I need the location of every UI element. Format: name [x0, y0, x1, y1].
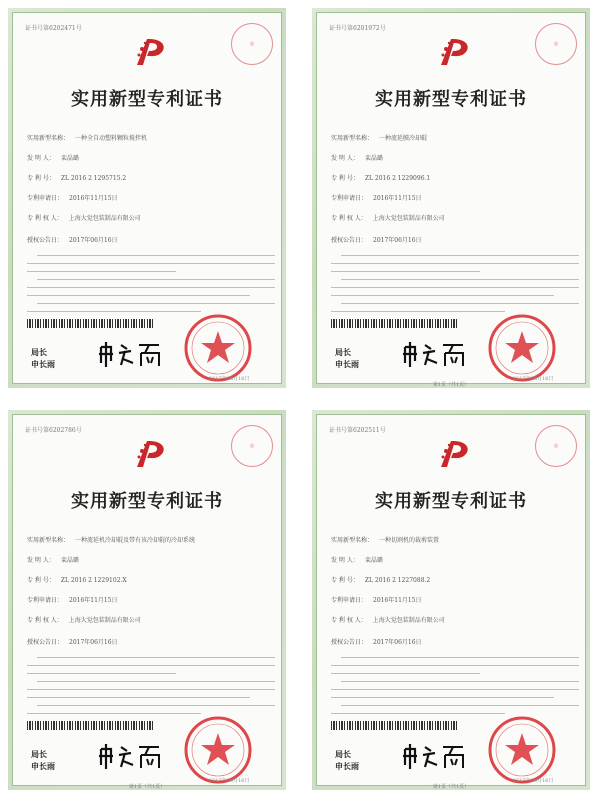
- field-inventor: 发 明 人： 栾晶璐: [27, 155, 79, 162]
- field-patent-number: 专 利 号： ZL 2016 2 1295715.2: [27, 175, 127, 182]
- director-title: 局长: [335, 348, 351, 357]
- body-paragraph: [331, 251, 579, 315]
- field-inventor: 发 明 人： 栾晶璐: [331, 557, 383, 564]
- cnipa-logo-icon: [437, 35, 473, 69]
- signature: [95, 339, 165, 369]
- certificate-number: 证书号第6202786号: [25, 427, 82, 434]
- barcode: [27, 721, 155, 730]
- field-utility-name: 实用新型名称： 一种全自动塑料颗粒搅拌机: [27, 135, 148, 142]
- certificate-title: 实用新型专利证书: [71, 89, 223, 110]
- corner-stamp-icon: ◎: [231, 23, 273, 65]
- field-application-date: 专利申请日： 2016年11月15日: [331, 195, 422, 202]
- official-seal-icon: [487, 313, 557, 383]
- patent-certificate-4: [312, 410, 590, 790]
- director-title: 局长: [31, 750, 47, 759]
- page-number: 第1页（共1页）: [128, 784, 166, 790]
- field-grant-date: 授权公告日： 2017年06月16日: [331, 639, 422, 646]
- official-seal-icon: [487, 715, 557, 785]
- patent-certificate-3: [8, 410, 286, 790]
- corner-stamp-icon: ◎: [535, 425, 577, 467]
- field-patent-number: 专 利 号： ZL 2016 2 1227088.2: [331, 577, 431, 584]
- field-patentee: 专 利 权 人： 上海大觉包装制品有限公司: [27, 215, 141, 222]
- certificate-page: [316, 12, 586, 388]
- certificate-page: [12, 414, 282, 790]
- field-inventor: 发 明 人： 栾晶璐: [27, 557, 79, 564]
- certificate-page: [12, 12, 282, 384]
- certificate-number: 证书号第6201972号: [329, 25, 386, 32]
- seal-date: 2017年06月16日: [209, 778, 250, 784]
- cnipa-logo-icon: [437, 437, 473, 471]
- official-seal-icon: [183, 715, 253, 785]
- seal-date: 2017年06月16日: [513, 376, 554, 382]
- body-paragraph: [27, 251, 275, 315]
- field-grant-date: 授权公告日： 2017年06月16日: [331, 237, 422, 244]
- cnipa-logo-icon: [133, 437, 169, 471]
- field-patentee: 专 利 权 人： 上海大觉包装制品有限公司: [27, 617, 141, 624]
- seal-date: 2017年06月16日: [513, 778, 554, 784]
- certificate-title: 实用新型专利证书: [375, 89, 527, 110]
- seal-date: 2017年06月16日: [209, 376, 250, 382]
- field-application-date: 专利申请日： 2016年11月15日: [27, 195, 118, 202]
- field-patent-number: 专 利 号： ZL 2016 2 1229096.1: [331, 175, 431, 182]
- field-utility-name: 实用新型名称： 一种流延机冷却辊及带有该冷却辊的冷却系统: [27, 537, 196, 544]
- director-name: 申长雨: [335, 762, 359, 771]
- corner-stamp-icon: ◎: [231, 425, 273, 467]
- page-number: 第1页（共1页）: [432, 382, 470, 388]
- field-patentee: 专 利 权 人： 上海大觉包装制品有限公司: [331, 215, 445, 222]
- director-title: 局长: [31, 348, 47, 357]
- field-utility-name: 实用新型名称： 一种流延膜冷却辊: [331, 135, 428, 142]
- signature: [399, 339, 469, 369]
- field-patentee: 专 利 权 人： 上海大觉包装制品有限公司: [331, 617, 445, 624]
- director-name: 申长雨: [31, 762, 55, 771]
- official-seal-icon: [183, 313, 253, 383]
- certificate-title: 实用新型专利证书: [375, 491, 527, 512]
- field-inventor: 发 明 人： 栾晶璐: [331, 155, 383, 162]
- certificate-number: 证书号第6202511号: [329, 427, 386, 434]
- director-name: 申长雨: [335, 360, 359, 369]
- corner-stamp-icon: ◎: [535, 23, 577, 65]
- certificate-title: 实用新型专利证书: [71, 491, 223, 512]
- cnipa-logo-icon: [133, 35, 169, 69]
- certificate-page: [316, 414, 586, 790]
- field-grant-date: 授权公告日： 2017年06月16日: [27, 639, 118, 646]
- signature: [95, 741, 165, 771]
- barcode: [27, 319, 155, 328]
- barcode: [331, 721, 459, 730]
- field-application-date: 专利申请日： 2016年11月15日: [331, 597, 422, 604]
- page-number: 第1页（共1页）: [432, 784, 470, 790]
- patent-certificate-2: [312, 8, 590, 388]
- body-paragraph: [27, 653, 275, 717]
- patent-certificate-1: [8, 8, 286, 388]
- field-application-date: 专利申请日： 2016年11月15日: [27, 597, 118, 604]
- body-paragraph: [331, 653, 579, 717]
- field-grant-date: 授权公告日： 2017年06月16日: [27, 237, 118, 244]
- field-patent-number: 专 利 号： ZL 2016 2 1229102.X: [27, 577, 127, 584]
- field-utility-name: 实用新型名称： 一种切割机的裁剪装置: [331, 537, 440, 544]
- director-title: 局长: [335, 750, 351, 759]
- barcode: [331, 319, 459, 328]
- signature: [399, 741, 469, 771]
- certificate-number: 证书号第6202471号: [25, 25, 82, 32]
- director-name: 申长雨: [31, 360, 55, 369]
